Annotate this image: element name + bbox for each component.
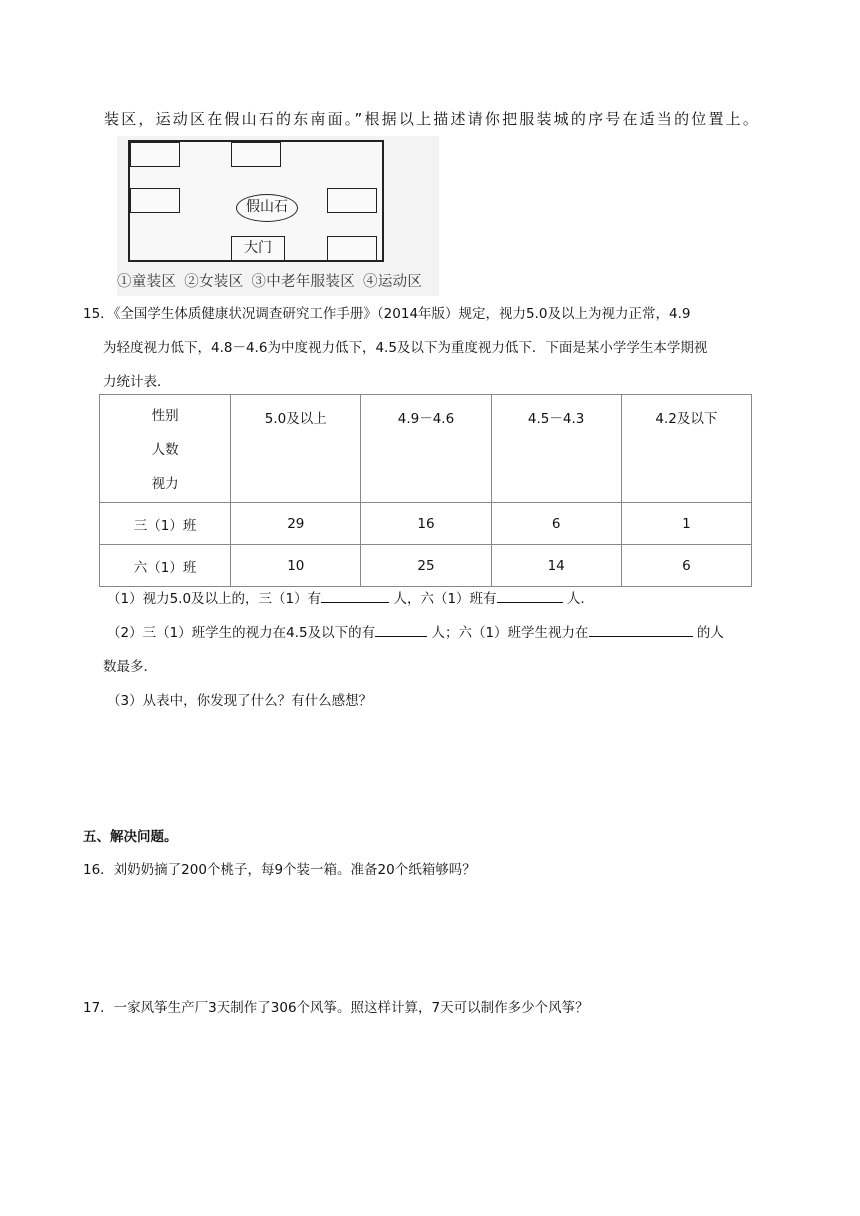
q15-sub3: （3）从表中，你发现了什么？有什么感想？ (107, 693, 373, 709)
q15-sub2-part-c: 的人 (696, 625, 724, 641)
blank-box-middle-right (327, 188, 377, 213)
table-cell: 25 (361, 545, 491, 587)
q15-number: 15． (83, 306, 114, 322)
answer-blank[interactable] (375, 622, 427, 637)
vision-stats-table (99, 394, 752, 587)
blank-box-top-left (130, 142, 180, 167)
mall-layout-figure (117, 136, 439, 296)
q15-line3: 力统计表． (103, 374, 171, 390)
blank-box-top-middle (231, 142, 281, 167)
q16-text: 16．刘奶奶摘了200个桃子，每9个装一箱。准备20个纸箱够吗？ (83, 862, 476, 878)
table-row (100, 545, 752, 587)
q17-text: 17．一家风筝生产厂3天制作了306个风筝。照这样计算，7天可以制作多少个风筝？ (83, 1000, 589, 1016)
legend-item-kids: ①童装区 (117, 274, 177, 290)
table-row (100, 503, 752, 545)
corner-label-count: 人数 (151, 442, 179, 458)
mall-outline (128, 140, 384, 262)
q15-sub1-part-c: 人． (566, 591, 594, 607)
table-header-row (100, 395, 752, 503)
column-header: 4.2及以下 (621, 395, 751, 503)
table-corner-cell (100, 395, 231, 503)
q15-sub1-part-b: 人，六（1）班有 (393, 591, 497, 607)
gate-label: 大门 (231, 236, 285, 261)
row-label: 六（1）班 (100, 545, 231, 587)
blank-box-middle-left (130, 188, 180, 213)
table-cell: 29 (231, 503, 361, 545)
answer-blank[interactable] (497, 588, 563, 603)
q15-sub2-part-a: （2）三（1）班学生的视力在4.5及以下的有 (107, 625, 376, 641)
figure-legend (117, 270, 422, 291)
table-cell: 14 (491, 545, 621, 587)
column-header: 4.9－4.6 (361, 395, 491, 503)
corner-label-gender: 性别 (151, 408, 179, 424)
rockery-label: 假山石 (236, 194, 298, 222)
table-cell: 6 (491, 503, 621, 545)
q15-line1 (83, 302, 690, 322)
q14-text-tail: 装区，运动区在假山石的东南面。”根据以上描述请你把服装城的序号在适当的位置上。 (104, 110, 761, 128)
q15-sub2-line2: 数最多． (103, 659, 157, 675)
q15-line2: 为轻度视力低下，4.8－4.6为中度视力低下，4.5及以下为重度视力低下．下面是某小学学生本学期视 (103, 340, 708, 356)
corner-label-vision: 视力 (151, 476, 179, 492)
column-header: 4.5－4.3 (491, 395, 621, 503)
q15-line1-text: 《全国学生体质健康状况调查研究工作手册》（2014年版）规定，视力5.0及以上为视力正常，4.9 (113, 306, 691, 322)
legend-item-elder: ③中老年服装区 (251, 274, 356, 290)
answer-blank[interactable] (589, 622, 693, 637)
q15-sub1-part-a: （1）视力5.0及以上的，三（1）有 (107, 591, 322, 607)
table-cell: 10 (231, 545, 361, 587)
answer-blank[interactable] (321, 588, 389, 603)
row-label: 三（1）班 (100, 503, 231, 545)
blank-box-bottom-right (327, 236, 377, 261)
table-cell: 6 (621, 545, 751, 587)
q15-sub2 (107, 621, 724, 641)
q15-sub1 (107, 587, 594, 607)
column-header: 5.0及以上 (231, 395, 361, 503)
table-cell: 1 (621, 503, 751, 545)
table-cell: 16 (361, 503, 491, 545)
section5-heading: 五、解决问题。 (83, 829, 178, 845)
legend-item-women: ②女装区 (184, 274, 244, 290)
q15-sub2-part-b: 人；六（1）班学生视力在 (431, 625, 589, 641)
legend-item-sports: ④运动区 (363, 274, 423, 290)
